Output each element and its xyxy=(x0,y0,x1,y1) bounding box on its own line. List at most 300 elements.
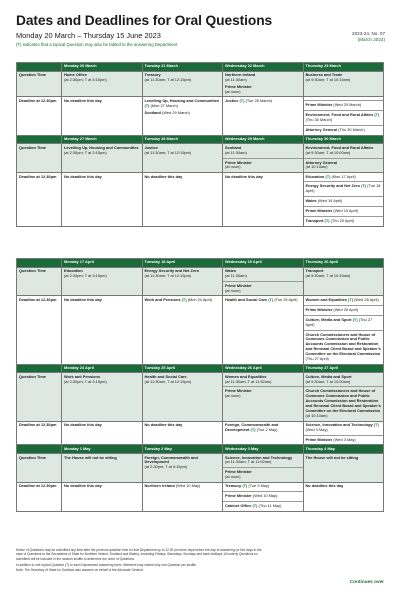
department-name: Church Commissioners and House of Commons Commission and Public Accounts Commission and Restoration and Renewal Client Board and Speaker's Committee on the Electoral Commission xyxy=(305,331,381,357)
entry-divider xyxy=(304,158,384,159)
department-entry xyxy=(306,199,382,204)
schedule-cell xyxy=(303,267,384,296)
day-header: Wednesday 22 March xyxy=(223,63,304,72)
day-header: Monday 17 April xyxy=(62,259,143,268)
department-entry xyxy=(225,484,301,489)
department-entry xyxy=(64,456,140,461)
schedule-cell xyxy=(142,144,223,173)
department-entry xyxy=(145,484,221,489)
department-name: Prime Minister xyxy=(225,493,252,499)
deadline-row-label: Deadline at 12.30pm xyxy=(17,172,62,226)
entry-time: (at 11:30am; T at 12:15pm) xyxy=(144,378,192,384)
department-name: Health and Social Care xyxy=(225,296,268,302)
entry-divider xyxy=(304,181,384,182)
question-time-row-label: Question Time xyxy=(17,267,62,296)
week-header-blank xyxy=(17,259,62,268)
footer-note-topical: In addition to one topical Question (T) to each Department answering them, Members may submit only one Question per shuffle. xyxy=(16,562,197,567)
entry-time: (Thu 30 March) xyxy=(305,117,333,123)
entry-time: (at 11:30am; T at 11:52am) xyxy=(225,459,272,465)
department-name: Transport xyxy=(305,218,324,224)
department-entry xyxy=(145,375,221,385)
department-name: Levelling Up, Housing and Communities xyxy=(64,144,139,150)
department-name: Attorney General xyxy=(305,159,338,165)
department-entry xyxy=(306,389,382,418)
topical-marker: (T) xyxy=(324,218,330,224)
schedule-cell xyxy=(303,453,384,482)
department-name: Prime Minister xyxy=(305,102,333,108)
department-entry xyxy=(64,146,140,156)
schedule-table-march xyxy=(16,62,384,227)
schedule-cell xyxy=(223,97,304,135)
department-name: No deadline this day xyxy=(64,422,102,428)
topical-marker: (T) xyxy=(374,112,380,118)
entry-time: (at 10:10am) xyxy=(305,164,328,170)
entry-time: (Thu 20 April) xyxy=(330,218,354,224)
department-name: Environment, Food and Rural Affairs xyxy=(305,144,374,150)
entry-divider xyxy=(223,491,303,492)
department-entry xyxy=(225,175,301,180)
deadline-row xyxy=(17,97,384,135)
topical-note xyxy=(16,42,177,48)
deadline-row xyxy=(17,296,384,364)
department-name: No deadline this day xyxy=(64,296,102,302)
entry-divider xyxy=(304,206,384,207)
department-name: Prime Minister xyxy=(305,208,333,214)
session-number: 2023-24, No. 07 xyxy=(352,31,385,36)
department-entry xyxy=(306,318,382,328)
topical-note-marker: (T) xyxy=(16,42,22,47)
schedule-cell xyxy=(223,296,304,364)
department-name: Work and Pensions xyxy=(144,296,181,302)
department-entry xyxy=(306,209,382,214)
department-name: Prime Minister xyxy=(225,83,252,89)
entry-time: (Wed 29 March) xyxy=(333,102,362,108)
department-name: Treasury xyxy=(144,72,161,78)
entry-divider xyxy=(223,501,303,502)
entry-divider xyxy=(223,158,303,159)
department-entry xyxy=(225,456,301,466)
entry-divider xyxy=(304,100,384,101)
department-entry xyxy=(225,85,301,95)
entry-time: (at 2:30pm; T at 3:15pm) xyxy=(64,273,107,278)
schedule-cell xyxy=(223,482,304,511)
department-name: Northern Ireland xyxy=(225,72,256,78)
schedule-cell xyxy=(142,373,223,421)
schedule-cell xyxy=(142,482,223,511)
week-header-row xyxy=(17,445,384,454)
entry-time: (Wed 29 March) xyxy=(162,109,190,115)
entry-time: (Tue 28 March) xyxy=(245,97,273,103)
question-time-row-label: Question Time xyxy=(17,373,62,421)
department-name: Health and Social Care xyxy=(144,373,187,379)
schedule-table-april-may xyxy=(16,258,384,512)
department-entry xyxy=(64,99,140,104)
department-name: Science, Innovation and Technology xyxy=(225,454,293,460)
entry-time: (Tue 9 May) xyxy=(248,483,270,489)
entry-divider xyxy=(304,305,384,306)
department-entry xyxy=(145,146,221,156)
day-header: Wednesday 19 April xyxy=(223,259,304,268)
entry-time: (Wed 10 May) xyxy=(175,483,201,489)
topical-marker: (T) xyxy=(268,296,274,302)
schedule-cell xyxy=(223,172,304,226)
department-entry xyxy=(306,298,382,303)
department-name: Prime Minister xyxy=(225,282,252,288)
entry-time: (Wed 19 April) xyxy=(333,208,358,214)
department-name: Energy Security and Net Zero xyxy=(305,183,360,189)
week-header-blank xyxy=(17,364,62,373)
question-time-row xyxy=(17,71,384,97)
entry-time: (Mon 17 April) xyxy=(331,173,356,179)
schedule-cell xyxy=(223,453,304,482)
question-time-row-label: Question Time xyxy=(17,71,62,97)
department-entry xyxy=(145,269,221,279)
entry-time: (Wed 26 April) xyxy=(333,306,358,312)
department-name: Church Commissioners and House of Commons Commission and Public Accounts Commission and Restoration and Renewal Client Board and Speaker's Committee on the Electoral Commission xyxy=(305,388,381,414)
entry-time: (at 10:10am) xyxy=(305,413,328,418)
day-header: Thursday 4 May xyxy=(303,445,384,454)
department-name: Environment, Food and Rural Affairs xyxy=(305,112,374,118)
department-entry xyxy=(225,389,301,399)
department-name: No deadline this day xyxy=(305,483,344,489)
day-header: Thursday 20 April xyxy=(303,259,384,268)
department-entry xyxy=(145,298,221,303)
entry-time: (at 11:30am) xyxy=(225,149,247,155)
day-header: Thursday 23 March xyxy=(303,63,384,72)
department-name: Cabinet Office xyxy=(225,503,252,509)
department-name: Scotland xyxy=(144,109,161,115)
schedule-cell xyxy=(303,421,384,445)
department-entry xyxy=(145,111,221,116)
entry-time: (Mon 27 March) xyxy=(150,102,179,108)
department-entry xyxy=(306,161,382,171)
question-time-row-label: Question Time xyxy=(17,453,62,482)
schedule-cell xyxy=(62,453,143,482)
entry-divider xyxy=(304,315,384,316)
topical-marker: (T) xyxy=(239,97,245,103)
department-entry xyxy=(306,308,382,313)
entry-time: (Wed 3 May) xyxy=(333,436,356,442)
page-subtitle: Monday 20 March – Thursday 15 June 2023 xyxy=(16,31,161,40)
department-entry xyxy=(306,484,382,489)
schedule-cell xyxy=(303,373,384,421)
footer-note-submission: Notice of Questions may be submitted any time after the previous question time for that Department up to 12.30 pm three days before the day of answering (or five days in the case of Questions to the Secretaries of State for Northern Ireland, Scotland and Wales), excluding Fridays, Saturdays, Sundays and bank holidays. All orderly Questions so submitted will be included in the random shuffle to determine the order of Questions. xyxy=(16,548,262,561)
department-name: Work and Pensions xyxy=(64,373,101,379)
department-entry xyxy=(306,128,382,133)
schedule-cell xyxy=(142,453,223,482)
entry-time: (at 11:30am; T at 12:15pm) xyxy=(144,77,192,82)
department-entry xyxy=(225,284,301,294)
schedule-cell xyxy=(62,296,143,364)
session-date: (March 2023) xyxy=(357,37,385,42)
entry-time: (at 11:30am; T at 11:52am) xyxy=(225,378,272,384)
entry-time: (at 9:30am; T at 10:00am) xyxy=(305,378,351,384)
schedule-cell xyxy=(62,144,143,173)
schedule-cell xyxy=(142,172,223,226)
department-entry xyxy=(64,269,140,279)
topical-marker: (T) xyxy=(181,296,187,302)
department-entry xyxy=(306,269,382,279)
deadline-row-label: Deadline at 12.30pm xyxy=(17,421,62,445)
department-entry xyxy=(306,73,382,83)
week-header-row xyxy=(17,364,384,373)
department-name: Prime Minister xyxy=(225,159,252,165)
schedule-cell xyxy=(223,373,304,421)
topical-marker: (T) xyxy=(348,296,353,302)
footer-notes xyxy=(16,548,266,574)
week-header-row xyxy=(17,259,384,268)
department-entry xyxy=(225,298,301,303)
department-entry xyxy=(225,73,301,83)
topical-marker: (T) xyxy=(250,427,256,432)
department-name: Foreign, Commonwealth and Development xyxy=(144,454,198,465)
entry-time: (Tue 2 May) xyxy=(256,427,278,432)
department-name: Business and Trade xyxy=(305,72,343,78)
entry-divider xyxy=(223,467,303,468)
deadline-row xyxy=(17,172,384,226)
entry-time: (at 11:30am; T at 12:15pm) xyxy=(144,149,192,155)
schedule-cell xyxy=(303,97,384,135)
topical-marker: (T) xyxy=(373,422,379,428)
department-name: Culture, Media and Sport xyxy=(305,373,352,379)
entry-divider xyxy=(304,196,384,197)
day-header: Tuesday 21 March xyxy=(142,63,223,72)
day-header: Monday 27 March xyxy=(62,135,143,144)
schedule-cell xyxy=(142,267,223,296)
topical-marker: (T) xyxy=(361,183,367,189)
department-entry xyxy=(306,146,382,156)
schedule-cell xyxy=(142,296,223,364)
continues-over-label: Continues over xyxy=(349,579,384,584)
department-entry xyxy=(306,219,382,224)
department-name: The House will not be sitting xyxy=(64,454,117,460)
entry-time: (Thu 30 March) xyxy=(338,127,365,133)
week-header-row xyxy=(17,135,384,144)
entry-time: (at 9:30am; T at 10:15am) xyxy=(305,273,351,278)
entry-time: (at 2:30pm; T at 3:15pm) xyxy=(64,77,107,82)
department-entry xyxy=(64,484,140,489)
department-entry xyxy=(306,333,382,362)
department-entry xyxy=(306,184,382,194)
question-time-row xyxy=(17,144,384,173)
schedule-cell xyxy=(303,71,384,97)
department-entry xyxy=(225,375,301,385)
entry-time: (Tue 25 April) xyxy=(274,296,298,302)
department-entry xyxy=(225,146,301,156)
department-entry xyxy=(225,494,301,499)
department-entry xyxy=(225,423,301,433)
department-entry xyxy=(225,161,301,171)
day-header: Wednesday 3 May xyxy=(223,445,304,454)
schedule-cell xyxy=(62,71,143,97)
day-header: Monday 20 March xyxy=(62,63,143,72)
schedule-cell xyxy=(62,421,143,445)
entry-time: (at 11:30am) xyxy=(225,77,247,82)
department-name: Levelling Up, Housing and Communities xyxy=(144,97,220,103)
department-name: No deadline this day xyxy=(64,483,102,489)
entry-time: (at 2:30pm; T at 3:15pm) xyxy=(64,149,107,155)
department-name: No deadline this day xyxy=(64,97,102,103)
schedule-cell xyxy=(303,482,384,511)
schedule-cell xyxy=(303,144,384,173)
deadline-row xyxy=(17,482,384,511)
question-time-row xyxy=(17,453,384,482)
week-header-blank xyxy=(17,445,62,454)
entry-divider xyxy=(304,386,384,387)
day-header: Tuesday 28 March xyxy=(142,135,223,144)
entry-divider xyxy=(223,386,303,387)
department-name: Education xyxy=(305,173,325,179)
department-name: No deadline this day xyxy=(225,173,263,179)
department-entry xyxy=(145,456,221,471)
department-entry xyxy=(64,298,140,303)
topical-marker: (T) xyxy=(144,102,150,108)
department-name: Wales xyxy=(305,198,317,204)
department-name: Science, Innovation and Technology xyxy=(305,422,373,428)
department-entry xyxy=(64,73,140,83)
schedule-cell xyxy=(303,172,384,226)
entry-time: (Wed 19 April) xyxy=(317,198,343,204)
topical-marker: (T) xyxy=(352,316,358,322)
entry-time: (Mon 24 April) xyxy=(187,296,212,302)
department-entry xyxy=(306,456,382,461)
department-name: No deadline this day xyxy=(144,173,183,179)
day-header: Tuesday 25 April xyxy=(142,364,223,373)
department-name: Women and Equalities xyxy=(305,296,347,302)
entry-time: (at 2:30pm; T at 3:15pm) xyxy=(144,464,188,470)
entry-time: (at 11:30am; T at 12:15pm) xyxy=(144,273,192,278)
schedule-cell xyxy=(223,144,304,173)
question-time-row-label: Question Time xyxy=(17,144,62,173)
schedule-cell xyxy=(223,267,304,296)
schedule-cell xyxy=(62,97,143,135)
department-name: Prime Minister xyxy=(305,436,333,442)
page-title: Dates and Deadlines for Oral Questions xyxy=(16,13,273,28)
entry-time: (Thu 27 April) xyxy=(305,316,373,327)
department-name: Energy Security and Net Zero xyxy=(144,268,199,274)
entry-time: (at 2:30pm; T at 3:15pm) xyxy=(64,378,107,384)
deadline-row xyxy=(17,421,384,445)
entry-time: (Wed 3 May) xyxy=(305,427,328,432)
department-name: Justice xyxy=(144,144,158,150)
department-entry xyxy=(64,423,140,428)
department-name: Scotland xyxy=(225,144,242,150)
entry-time: (Wed 10 May) xyxy=(252,493,278,499)
department-name: Culture, Media and Sport xyxy=(305,316,352,322)
department-name: Attorney General xyxy=(305,127,338,133)
schedule-cell xyxy=(62,482,143,511)
question-time-row xyxy=(17,373,384,421)
day-header: Thursday 30 March xyxy=(303,135,384,144)
entry-time: (Tue 18 April) xyxy=(305,183,381,194)
session-reference xyxy=(352,31,385,43)
entry-time: (at noon) xyxy=(225,393,241,399)
department-entry xyxy=(306,375,382,385)
department-entry xyxy=(225,269,301,279)
entry-divider xyxy=(304,216,384,217)
department-name: No deadline this day xyxy=(64,173,102,179)
department-name: Women and Equalities xyxy=(225,373,267,379)
schedule-cell xyxy=(62,373,143,421)
week-header-blank xyxy=(17,135,62,144)
day-header: Monday 24 April xyxy=(62,364,143,373)
day-header: Wednesday 26 April xyxy=(223,364,304,373)
department-name: No deadline this day xyxy=(144,422,183,428)
entry-divider xyxy=(304,110,384,111)
schedule-cell xyxy=(142,71,223,97)
entry-time: (Thu 27 April) xyxy=(305,356,329,362)
entry-time: (at noon) xyxy=(225,88,241,94)
schedule-cell xyxy=(223,71,304,97)
schedule-cell xyxy=(62,267,143,296)
department-name: Northern Ireland xyxy=(144,483,175,489)
week-header-row xyxy=(17,63,384,72)
deadline-row-label: Deadline at 12.30pm xyxy=(17,482,62,511)
department-entry xyxy=(145,423,221,428)
department-entry xyxy=(145,175,221,180)
department-entry xyxy=(306,175,382,180)
department-entry xyxy=(145,73,221,83)
department-name: Treasury xyxy=(225,483,242,489)
entry-time: (at noon) xyxy=(225,287,241,293)
entry-time: (at 9:30am; T at 10:15am) xyxy=(305,77,351,82)
schedule-cell xyxy=(142,421,223,445)
entry-divider xyxy=(223,281,303,282)
department-name: Prime Minister xyxy=(225,388,252,394)
schedule-cell xyxy=(62,172,143,226)
department-name: Prime Minister xyxy=(305,306,333,312)
department-entry xyxy=(225,99,301,104)
topical-marker: (T) xyxy=(325,173,331,179)
department-entry xyxy=(64,375,140,385)
department-name: Foreign, Commonwealth and Development xyxy=(225,422,279,432)
day-header: Tuesday 2 May xyxy=(142,445,223,454)
day-header: Thursday 27 April xyxy=(303,364,384,373)
topical-marker: (T) xyxy=(242,483,248,489)
entry-time: (at noon) xyxy=(225,164,241,170)
entry-divider xyxy=(304,435,384,436)
department-entry xyxy=(145,99,221,109)
department-entry xyxy=(306,438,382,443)
entry-divider xyxy=(304,330,384,331)
department-entry xyxy=(64,175,140,180)
schedule-cell xyxy=(223,421,304,445)
department-name: Home Office xyxy=(64,72,87,78)
day-header: Monday 1 May xyxy=(62,445,143,454)
entry-time: (at noon) xyxy=(225,474,241,480)
entry-time: (Thu 11 May) xyxy=(258,503,282,509)
question-time-row xyxy=(17,267,384,296)
entry-divider xyxy=(304,125,384,126)
department-name: The House will not be sitting xyxy=(305,454,359,460)
department-name: Education xyxy=(64,268,83,274)
entry-time: (at 11:30am) xyxy=(225,273,247,278)
department-entry xyxy=(306,103,382,108)
day-header: Wednesday 29 March xyxy=(223,135,304,144)
schedule-cell xyxy=(303,296,384,364)
department-name: Wales xyxy=(225,268,237,274)
deadline-row-label: Deadline at 12.30pm xyxy=(17,296,62,364)
topical-marker: (T) xyxy=(252,503,258,509)
department-entry xyxy=(306,113,382,123)
schedule-cell xyxy=(142,97,223,135)
topical-note-text: indicates that a topical Question may also be tabled to the answering Department xyxy=(22,42,178,47)
department-entry xyxy=(225,470,301,480)
entry-time: (at 9:30am; T at 10:00am) xyxy=(305,149,351,155)
week-header-blank xyxy=(17,63,62,72)
deadline-row-label: Deadline at 12.30pm xyxy=(17,97,62,135)
entry-time: (Wed 26 April) xyxy=(354,296,379,302)
